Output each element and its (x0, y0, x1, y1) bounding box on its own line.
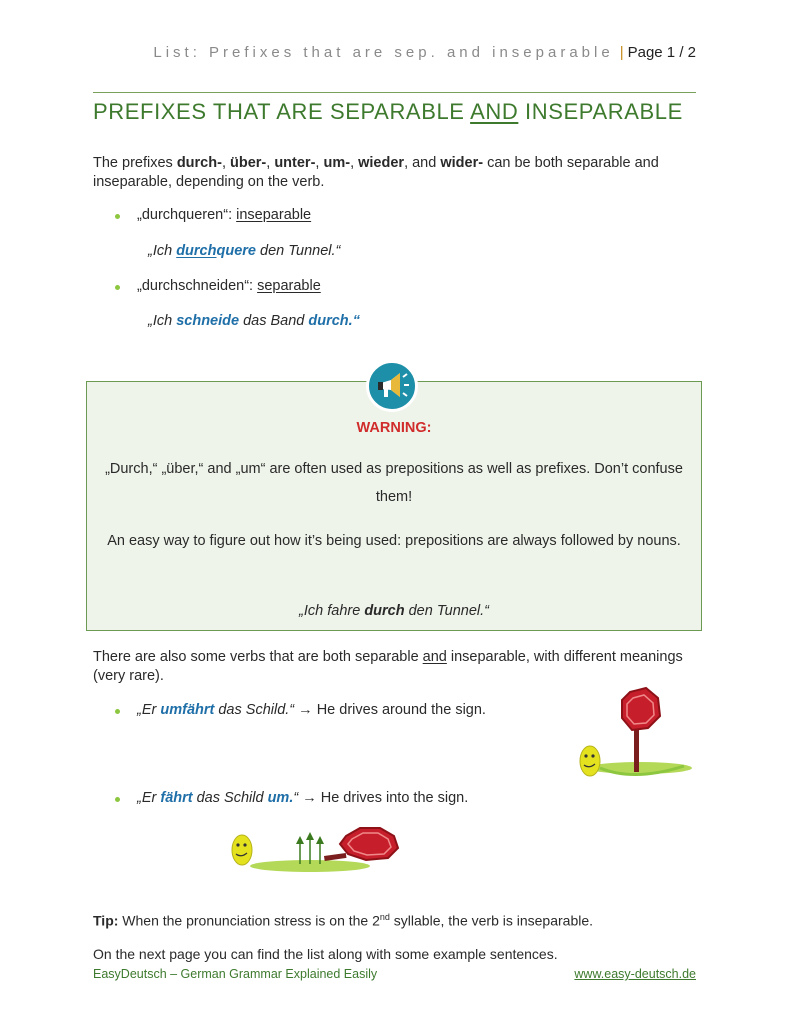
list-item: „durchschneiden“: separable (137, 278, 321, 294)
bullet-point (115, 214, 123, 222)
page-header (0, 44, 696, 61)
list-item: „Er umfährt das Schild.“ → He drives around the sign. (137, 702, 486, 718)
bullet-point (115, 285, 123, 293)
megaphone-icon (366, 360, 418, 412)
both-paragraph: There are also some verbs that are both separable and inseparable, with different meanings (very rare). (93, 649, 683, 684)
warning-tip: An easy way to figure out how it’s being used: prepositions are always followed by nouns. (107, 533, 681, 549)
illustration-drive-into (228, 822, 406, 892)
tip-paragraph: Tip: When the pronunciation stress is on the 2nd syllable, the verb is inseparable. (93, 912, 594, 929)
bullet-point (115, 709, 123, 717)
footer-brand: EasyDeutsch – German Grammar Explained Easily (93, 967, 378, 981)
example-sentence: „Ich schneide das Band durch.“ (148, 313, 360, 329)
example-sentence: „Ich durchquere den Tunnel.“ (148, 243, 341, 259)
warning-text: „Durch,“ „über,“ and „um“ are often used as prepositions as well as prefixes. Don’t confuse them! (105, 461, 683, 505)
warning-example: „Ich fahre durch den Tunnel.“ (299, 603, 489, 619)
bullet-point (115, 797, 123, 805)
next-page-note: On the next page you can find the list along with some example sentences. (93, 946, 558, 962)
header-separator: | (619, 44, 624, 61)
footer-link[interactable]: www.easy-deutsch.de (574, 967, 696, 981)
list-item: „durchqueren“: inseparable (137, 207, 312, 223)
list-item: „Er fährt das Schild um.“ → He drives into the sign. (137, 790, 469, 806)
warning-title: WARNING: (356, 420, 432, 436)
page-number: Page 1 / 2 (627, 44, 696, 61)
illustration-drive-around (574, 686, 698, 792)
document-title: List: Prefixes that are sep. and inseparable (153, 44, 614, 61)
title-divider (93, 92, 696, 93)
intro-paragraph: The prefixes durch-, über-, unter-, um-, wieder, and wider- can be both separable and inseparable, depending on the verb. (93, 155, 659, 190)
page-title: PREFIXES THAT ARE SEPARABLE AND INSEPARABLE (93, 99, 683, 124)
